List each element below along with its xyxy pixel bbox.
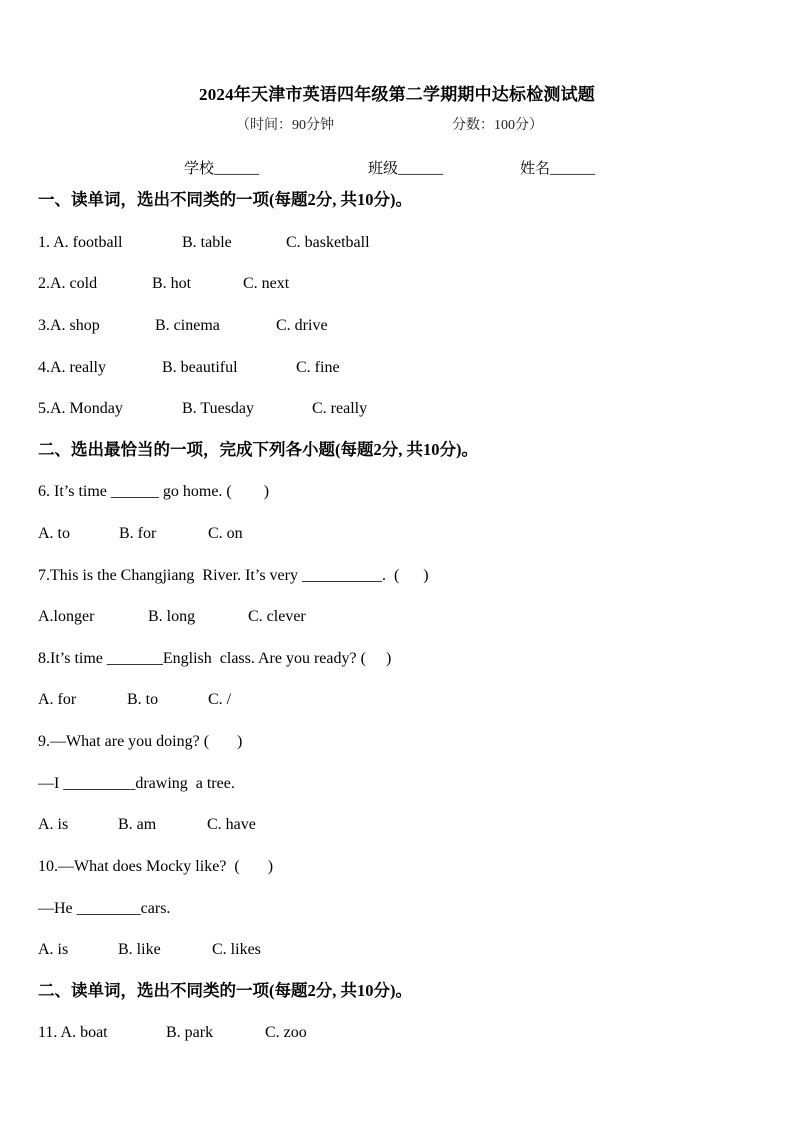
q3-option-c: C. drive (276, 317, 328, 334)
q4-option-b: B. beautiful (162, 359, 238, 376)
q10-option-b: B. like (118, 941, 161, 958)
exam-time: （时间：90分钟 (236, 118, 334, 133)
page-title: 2024年天津市英语四年级第二学期期中达标检测试题 (199, 85, 595, 104)
q5-option-b: B. Tuesday (182, 400, 255, 417)
q8-stem: 8.It’s time _______English class. Are you ready? ( ) (38, 650, 392, 667)
q4-option-a: 4.A. really (38, 359, 106, 376)
q9-option-c: C. have (207, 816, 256, 833)
exam-score: 分数：100分） (452, 118, 543, 133)
q2-option-a: 2.A. cold (38, 275, 98, 292)
q11-option-b: B. park (166, 1024, 214, 1041)
q7-option-a: A.longer (38, 608, 95, 625)
class-field: 班级______ (368, 161, 444, 177)
q8-option-a: A. for (38, 691, 77, 708)
q11-option-a: 11. A. boat (38, 1024, 108, 1041)
q5-option-a: 5.A. Monday (38, 400, 123, 417)
q3-option-b: B. cinema (155, 317, 220, 334)
q6-stem: 6. It’s time ______ go home. ( ) (38, 483, 270, 500)
q2-option-b: B. hot (152, 275, 192, 292)
q7-option-c: C. clever (248, 608, 306, 625)
q7-option-b: B. long (148, 608, 196, 625)
q11-option-c: C. zoo (265, 1024, 307, 1041)
school-field: 学校______ (184, 161, 260, 177)
q10-option-a: A. is (38, 941, 69, 958)
q9-reply: —I _________drawing a tree. (38, 775, 235, 792)
q8-option-c: C. / (208, 691, 232, 708)
q5-option-c: C. really (312, 400, 368, 417)
q10-reply: —He ________cars. (38, 900, 171, 917)
q10-option-c: C. likes (212, 941, 261, 958)
q9-option-b: B. am (118, 816, 157, 833)
q6-option-a: A. to (38, 525, 70, 542)
q7-stem: 7.This is the Changjiang River. It’s very __________. ( ) (38, 567, 429, 584)
q2-option-c: C. next (243, 275, 290, 292)
q1-option-b: B. table (182, 234, 232, 251)
q1-option-c: C. basketball (286, 234, 370, 251)
q4-option-c: C. fine (296, 359, 340, 376)
q6-option-c: C. on (208, 525, 243, 542)
section-1-heading: 一、读单词，选出不同类的一项(每题2分, 共10分)。 (38, 190, 412, 209)
name-field: 姓名______ (520, 161, 596, 177)
q10-stem: 10.—What does Mocky like? ( ) (38, 858, 274, 875)
q6-option-b: B. for (119, 525, 157, 542)
q1-option-a: 1. A. football (38, 234, 123, 251)
section-2-heading: 二、选出最恰当的一项，完成下列各小题(每题2分, 共10分)。 (38, 440, 478, 459)
q3-option-a: 3.A. shop (38, 317, 100, 334)
q9-option-a: A. is (38, 816, 69, 833)
q8-option-b: B. to (127, 691, 159, 708)
q9-stem: 9.—What are you doing? ( ) (38, 733, 243, 750)
section-3-heading: 二、读单词，选出不同类的一项(每题2分, 共10分)。 (38, 981, 412, 1000)
